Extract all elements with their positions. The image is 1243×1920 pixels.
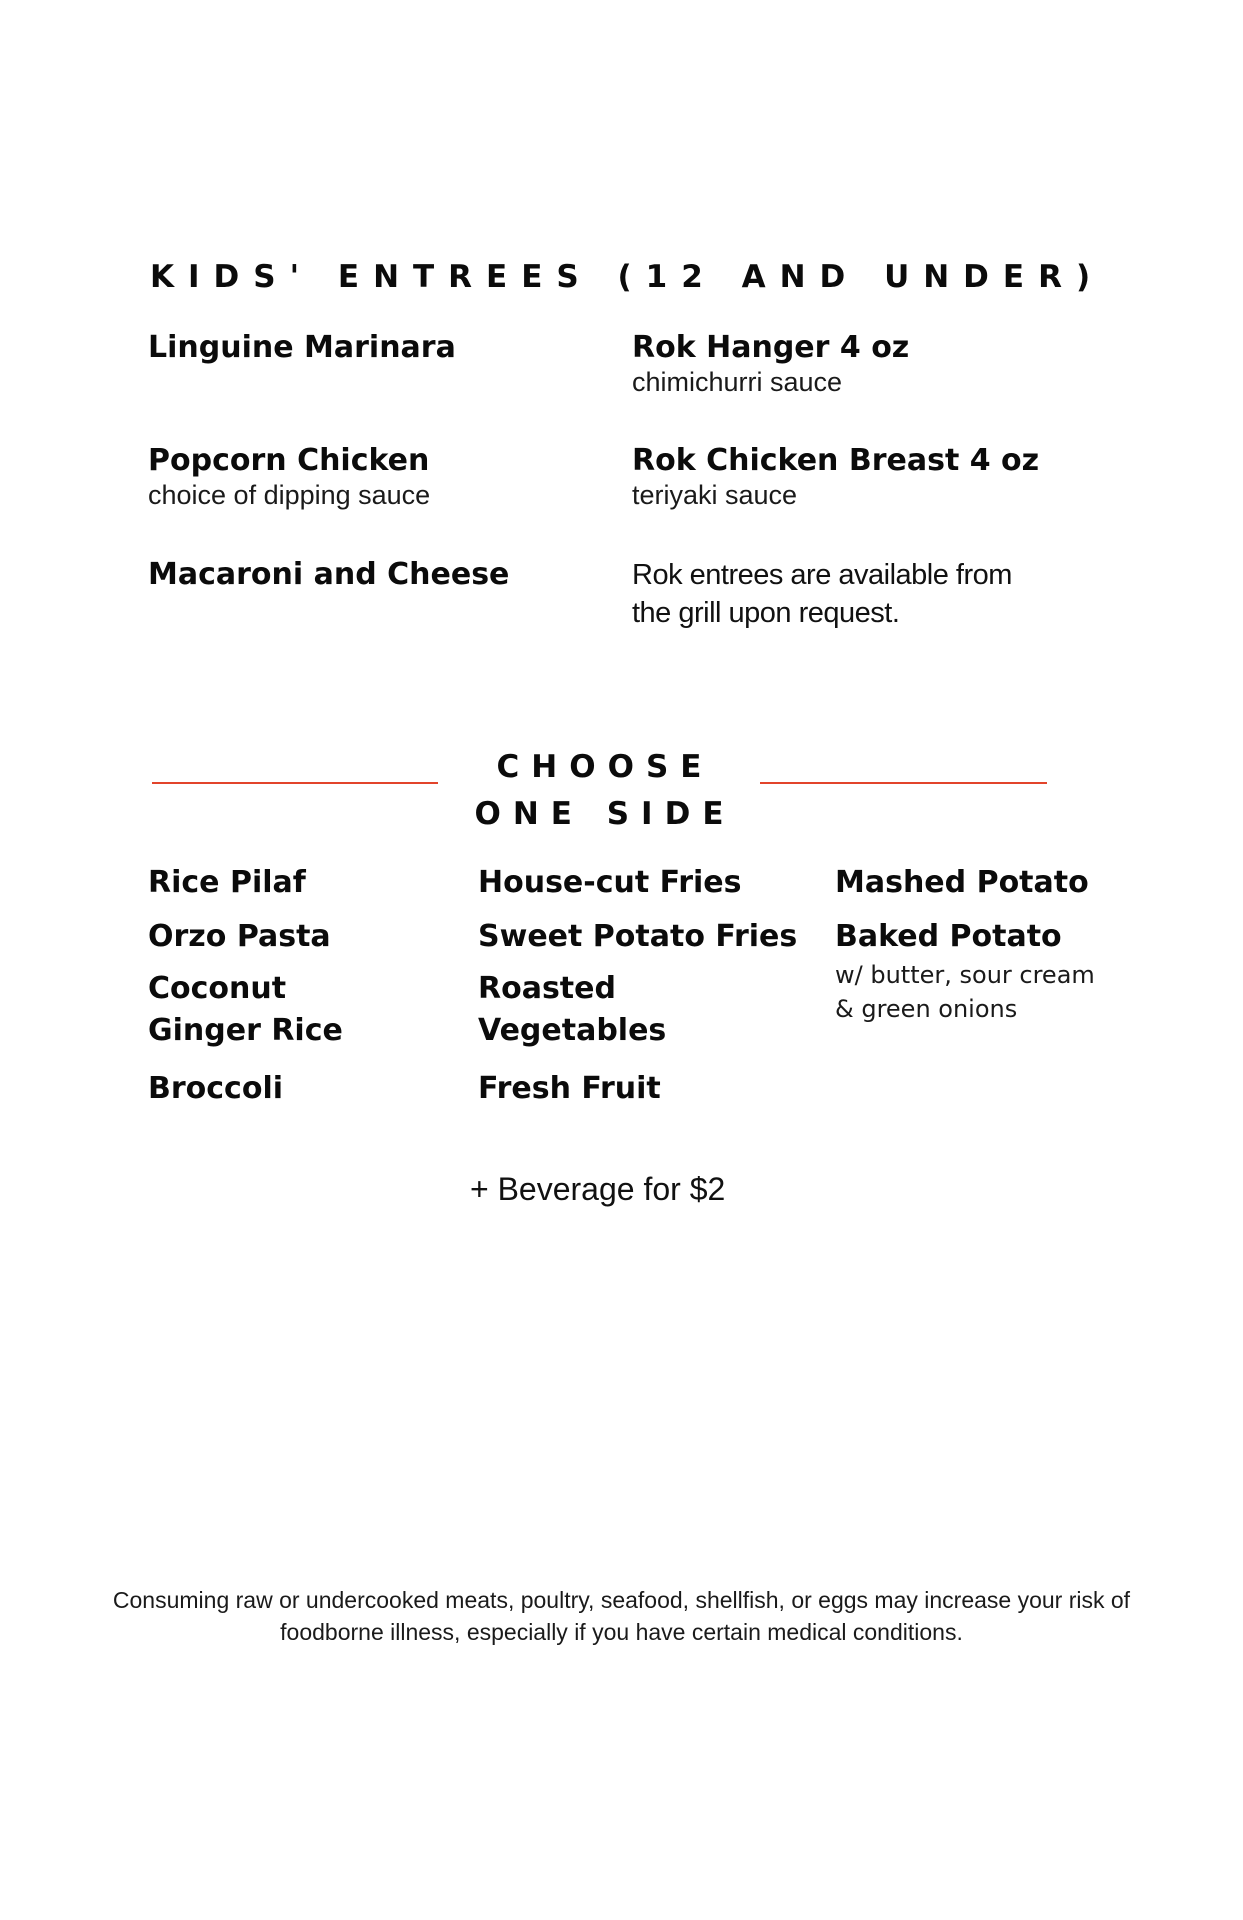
- side-rice-pilaf: Rice Pilaf: [148, 865, 306, 900]
- side-broccoli: Broccoli: [148, 1071, 284, 1106]
- side-house-cut-fries: House-cut Fries: [478, 865, 742, 900]
- beverage-addon: + Beverage for $2: [470, 1171, 726, 1207]
- side-roasted-vegetables-line1: Roasted: [478, 971, 616, 1006]
- food-safety-disclaimer-line1: Consuming raw or undercooked meats, poultry, seafood, shellfish, or eggs may increase your risk of: [112, 1587, 1131, 1613]
- entree-popcorn-chicken: Popcorn Chicken: [148, 443, 430, 478]
- entree-rok-hanger: Rok Hanger 4 oz: [632, 330, 910, 365]
- sides-heading-line2: ONE SIDE: [474, 796, 736, 832]
- entree-macaroni-and-cheese: Macaroni and Cheese: [148, 557, 510, 592]
- side-roasted-vegetables-line2: Vegetables: [478, 1013, 667, 1048]
- rok-entrees-note-line2: the grill upon request.: [632, 597, 900, 629]
- side-baked-potato-desc-line1: w/ butter, sour cream: [835, 961, 1095, 989]
- side-baked-potato-desc-line2: & green onions: [835, 995, 1018, 1023]
- divider-right: [760, 782, 1047, 784]
- side-sweet-potato-fries: Sweet Potato Fries: [478, 919, 798, 954]
- divider-left: [152, 782, 438, 784]
- entree-rok-chicken-breast: Rok Chicken Breast 4 oz: [632, 443, 1040, 478]
- side-coconut-ginger-rice-line2: Ginger Rice: [148, 1013, 343, 1048]
- food-safety-disclaimer-line2: foodborne illness, especially if you have certain medical conditions.: [280, 1619, 963, 1645]
- side-baked-potato: Baked Potato: [835, 919, 1062, 954]
- side-orzo-pasta: Orzo Pasta: [148, 919, 331, 954]
- entree-rok-chicken-breast-desc: teriyaki sauce: [632, 480, 798, 510]
- entree-popcorn-chicken-desc: choice of dipping sauce: [148, 480, 431, 510]
- sides-heading-line1: CHOOSE: [496, 749, 714, 785]
- entree-linguine-marinara: Linguine Marinara: [148, 330, 456, 365]
- kids-entrees-heading: KIDS' ENTREES (12 AND UNDER): [150, 259, 1105, 295]
- side-fresh-fruit: Fresh Fruit: [478, 1071, 661, 1106]
- entree-rok-hanger-desc: chimichurri sauce: [632, 367, 843, 397]
- side-mashed-potato: Mashed Potato: [835, 865, 1089, 900]
- side-coconut-ginger-rice-line1: Coconut: [148, 971, 287, 1006]
- rok-entrees-note-line1: Rok entrees are available from: [632, 559, 1012, 591]
